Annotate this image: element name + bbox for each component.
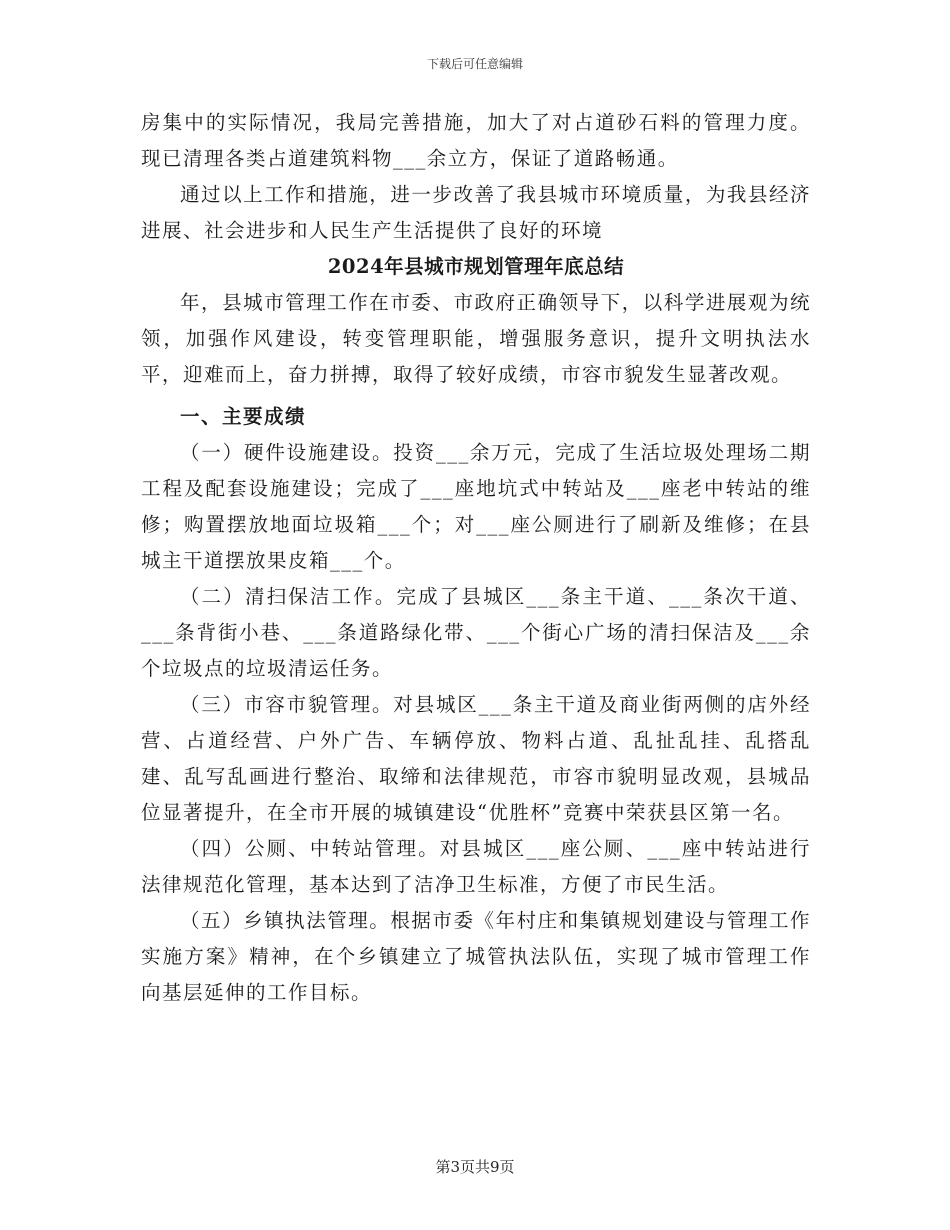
list-item-cityscape: （三）市容市貌管理。对县城区___条主干道及商业街两侧的店外经营、占道经营、户外广告、车辆停放、物料占道、乱扯乱挂、乱搭乱建、乱写乱画进行整治、取缔和法律规范，市容市貌明显改观，县城品位显著提升，在全市开展的城镇建设“优胜杯”竞赛中荣获县区第一名。 — [141, 693, 811, 824]
list-item-hardware: （一）硬件设施建设。投资___余万元，完成了生活垃圾处理场二期工程及配套设施建设；完成了___座地坑式中转站及___座老中转站的维修；购置摆放地面垃圾箱___个；对___座公厕进行了刷新及维修；在县城主干道摆放果皮箱___个。 — [141, 441, 811, 572]
page-number: 第3页共9页 — [435, 1158, 515, 1176]
document-title: 2024年县城市规划管理年底总结 — [327, 255, 625, 278]
paragraph-continuation: 房集中的实际情况，我局完善措施，加大了对占道砂石料的管理力度。现已清理各类占道建筑料物___余立方，保证了道路畅通。 — [141, 111, 811, 170]
list-item-cleaning: （二）清扫保洁工作。完成了县城区___条主干道、___条次干道、___条背街小巷、___条道路绿化带、___个街心广场的清扫保洁及___余个垃圾点的垃圾清运任务。 — [141, 585, 811, 680]
list-item-township: （五）乡镇执法管理。根据市委《年村庄和集镇规划建设与管理工作实施方案》精神，在个乡镇建立了城管执法队伍，实现了城市管理工作向基层延伸的工作目标。 — [141, 909, 811, 1004]
document-body — [141, 105, 811, 1011]
section-heading: 一、主要成绩 — [180, 405, 307, 428]
list-item-toilets: （四）公厕、中转站管理。对县城区___座公厕、___座中转站进行法律规范化管理，基本达到了洁净卫生标准，方便了市民生活。 — [141, 837, 811, 896]
paragraph-intro: 年，县城市管理工作在市委、市政府正确领导下，以科学进展观为统领，加强作风建设，转变管理职能，增强服务意识，提升文明执法水平，迎难而上，奋力拼搏，取得了较好成绩，市容市貌发生显著改观。 — [141, 291, 811, 386]
page-header: 下载后可任意编辑 — [426, 57, 523, 71]
paragraph-summary: 通过以上工作和措施，进一步改善了我县城市环境质量，为我县经济进展、社会进步和人民生产生活提供了良好的环境 — [141, 183, 811, 242]
